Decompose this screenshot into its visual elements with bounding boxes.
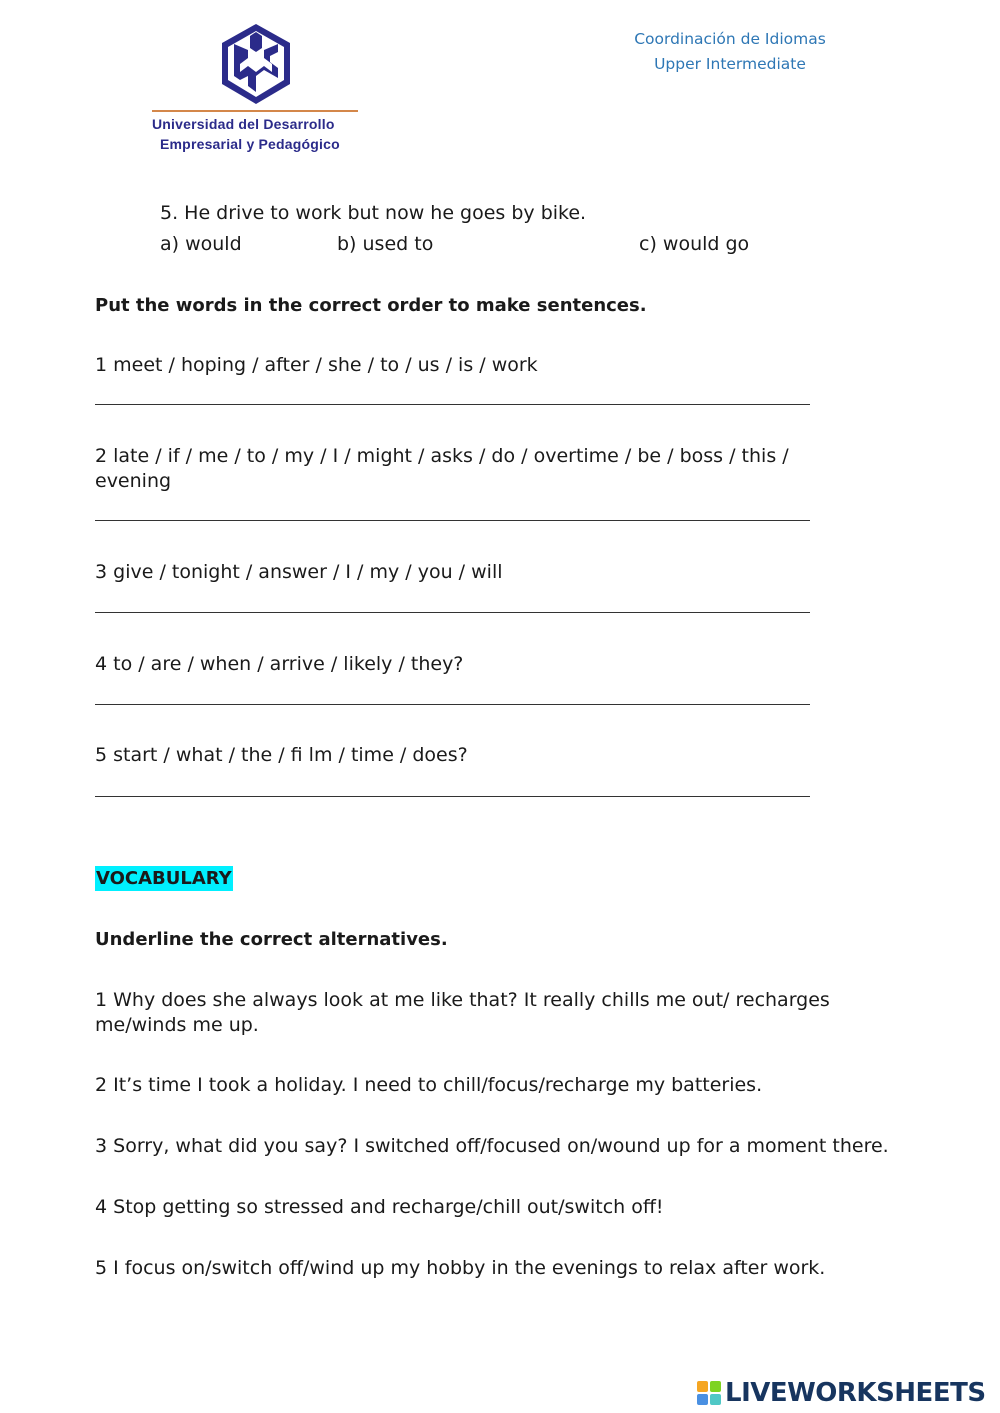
word-order-instruction: Put the words in the correct order to make sentences.: [95, 295, 647, 316]
word-order-item-5: 5 start / what / the / fi lm / time / does?: [95, 744, 468, 766]
answer-line-5[interactable]: [95, 796, 810, 797]
question-5-option-b[interactable]: b) used to: [337, 233, 434, 255]
word-order-item-2: 2 late / if / me / to / my / I / might / asks / do / overtime / be / boss / this / evening: [95, 445, 789, 492]
answer-line-2[interactable]: [95, 520, 810, 521]
department-title: Coordinación de Idiomas: [634, 30, 826, 48]
vocabulary-item-4[interactable]: 4 Stop getting so stressed and recharge/chill out/switch off!: [95, 1196, 664, 1218]
vocabulary-item-3[interactable]: 3 Sorry, what did you say? I switched off/focused on/wound up for a moment there.: [95, 1135, 889, 1157]
word-order-item-1: 1 meet / hoping / after / she / to / us / is / work: [95, 354, 538, 376]
university-logo-icon: [218, 22, 294, 106]
liveworksheets-logo[interactable]: [697, 1378, 986, 1408]
answer-line-1[interactable]: [95, 404, 810, 405]
liveworksheets-brand: LIVEWORKSHEETS: [725, 1378, 986, 1408]
vocabulary-instruction: Underline the correct alternatives.: [95, 929, 448, 950]
question-5-text: 5. He drive to work but now he goes by bike.: [160, 202, 587, 224]
vocabulary-heading: VOCABULARY: [96, 868, 232, 889]
vocabulary-item-1[interactable]: 1 Why does she always look at me like that? It really chills me out/ recharges me/winds me up.: [95, 989, 830, 1036]
vocabulary-item-2[interactable]: 2 It’s time I took a holiday. I need to chill/focus/recharge my batteries.: [95, 1074, 763, 1096]
question-5-option-a[interactable]: a) would: [160, 233, 242, 255]
answer-line-3[interactable]: [95, 612, 810, 613]
vocabulary-item-5[interactable]: 5 I focus on/switch off/wind up my hobby in the evenings to relax after work.: [95, 1257, 826, 1279]
liveworksheets-icon: [697, 1381, 721, 1405]
university-name-line2: Empresarial y Pedagógico: [160, 136, 340, 152]
university-name-line1: Universidad del Desarrollo: [152, 116, 335, 132]
course-level: Upper Intermediate: [654, 55, 806, 73]
answer-line-4[interactable]: [95, 704, 810, 705]
question-5-option-c[interactable]: c) would go: [639, 233, 750, 255]
logo-divider: [152, 110, 358, 112]
word-order-item-4: 4 to / are / when / arrive / likely / they?: [95, 653, 464, 675]
word-order-item-3: 3 give / tonight / answer / I / my / you / will: [95, 561, 503, 583]
